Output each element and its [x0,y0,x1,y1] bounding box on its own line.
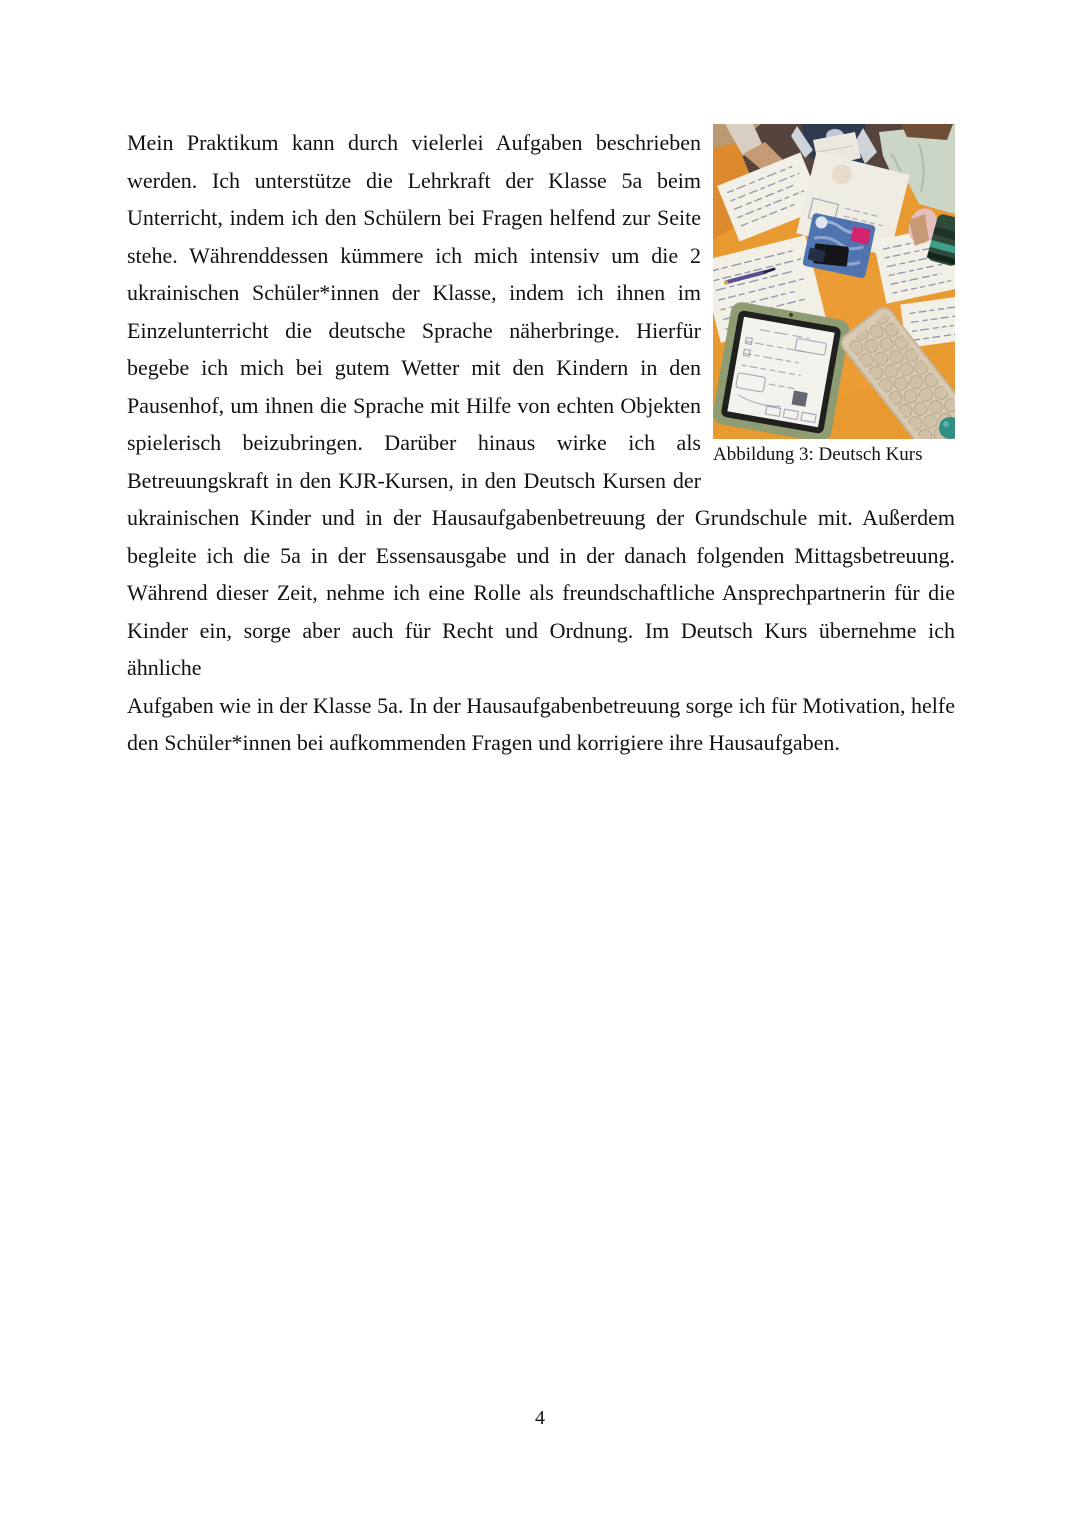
paragraph-line: Mein Praktikum kann durch vielerlei Aufgaben beschrieben [127,130,701,155]
paragraph-line: Betreuungskraft in den KJR-Kursen, in den Deutsch Kursen der [127,467,701,493]
paragraph-line: begleite ich die 5a in der Essensausgabe und in der danach folgenden Mittagsbetreuung. [127,542,955,568]
paragraph-line: ukrainischen Schüler*innen der Klasse, indem ich ihnen im [127,280,701,305]
page-content [127,124,955,762]
paragraph-line: werden. Ich unterstütze die Lehrkraft der Klasse 5a beim [127,167,701,193]
paragraph-line: Einzelunterricht die deutsche Sprache näherbringe. Hierfür [127,317,701,343]
tablet [713,301,851,439]
paragraph-line: den Schüler*innen bei aufkommenden Fragen und korrigiere ihre Hausaufgaben. [127,730,840,755]
figure-deutsch-kurs [713,124,955,467]
figure-caption: Abbildung 3: Deutsch Kurs [713,444,923,465]
paragraph-line: Aufgaben wie in der Klasse 5a. In der Hausaufgabenbetreuung sorge ich für Motivation, helfe [127,692,955,718]
paragraph-line: Während dieser Zeit, nehme ich eine Rolle als freundschaftliche Ansprechpartnerin für die [127,580,955,605]
paragraph-line: spielerisch beizubringen. Darüber hinaus wirke ich als [127,430,701,455]
classroom-photo-image [713,124,955,439]
teal-object-highlight [943,421,949,427]
page-number: 4 [535,1407,545,1429]
paragraph-line: Pausenhof, um ihnen die Sprache mit Hilfe von echten Objekten [127,392,701,418]
paragraph-line: begebe ich mich bei gutem Wetter mit den Kindern in den [127,355,701,380]
paragraph-line: Kinder ein, sorge aber auch für Recht und Ordnung. Im Deutsch Kurs übernehme ich ähnliche [127,617,955,680]
paragraph-line: stehe. Währenddessen kümmere ich mich intensiv um die 2 [127,242,701,268]
paragraph-line: Unterricht, indem ich den Schülern bei Fragen helfend zur Seite [127,205,701,230]
paragraph-line: ukrainischen Kinder und in der Hausaufgabenbetreuung der Grundschule mit. Außerdem [127,505,955,530]
